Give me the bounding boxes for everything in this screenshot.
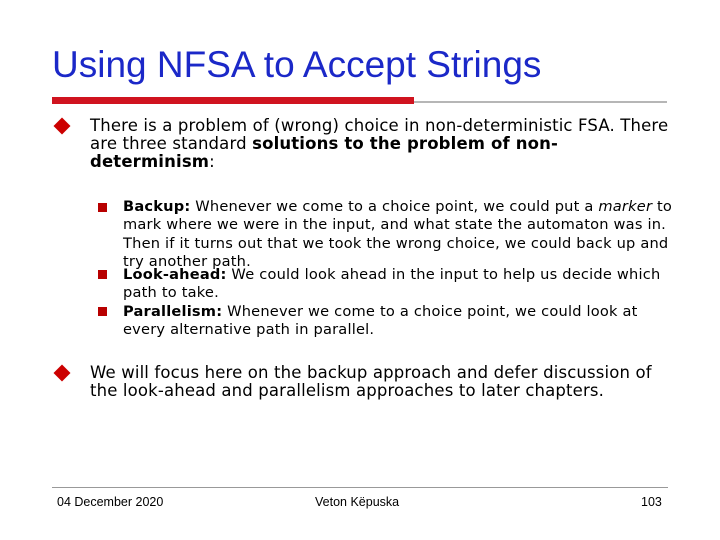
sub-item-label: Backup:	[123, 198, 191, 215]
square-bullet-icon	[98, 203, 107, 212]
bullet-2-text: We will focus here on the backup approach and defer discussion of the look-ahead and parallelism approaches to later chapters.	[90, 363, 652, 400]
square-bullet-icon	[98, 307, 107, 316]
title-underline-gray	[414, 101, 667, 103]
sub-item-parallelism	[123, 303, 683, 340]
footer-author: Veton Këpuska	[315, 495, 400, 509]
diamond-bullet-icon	[54, 118, 71, 135]
footer-divider	[52, 487, 668, 488]
sub-item-lookahead	[123, 266, 683, 303]
sub-item-text: to mark where we were in the input, and what state the automaton was in. Then if it turns out that we took the wrong choice, we could back up and try another path.	[123, 198, 673, 270]
title-underline-red	[52, 97, 414, 104]
sub-item-text: We could look ahead in the input to help us decide which path to take.	[123, 266, 661, 302]
sub-item-text: Whenever we come to a choice point, we could look at every alternative path in parallel.	[123, 303, 638, 339]
bullet-1-part1: There is a problem of (wrong) choice in non-deterministic FSA. There are three standard	[90, 116, 669, 153]
sub-item-label: Look-ahead:	[123, 266, 227, 283]
sub-item-backup	[123, 198, 683, 271]
diamond-bullet-icon	[54, 365, 71, 382]
sub-item-label: Parallelism:	[123, 303, 223, 320]
slide-title: Using NFSA to Accept Strings	[52, 44, 542, 85]
footer-page-number: 103	[641, 495, 662, 509]
bullet-1-part3: :	[209, 152, 215, 171]
bullet-1-text	[90, 117, 680, 171]
sub-item-italic: marker	[598, 198, 653, 215]
footer-date: 04 December 2020	[57, 495, 164, 509]
square-bullet-icon	[98, 270, 107, 279]
sub-item-text: Whenever we come to a choice point, we could put a	[190, 198, 599, 215]
bullet-1-bold: solutions to the problem of non-determinism	[90, 134, 559, 171]
